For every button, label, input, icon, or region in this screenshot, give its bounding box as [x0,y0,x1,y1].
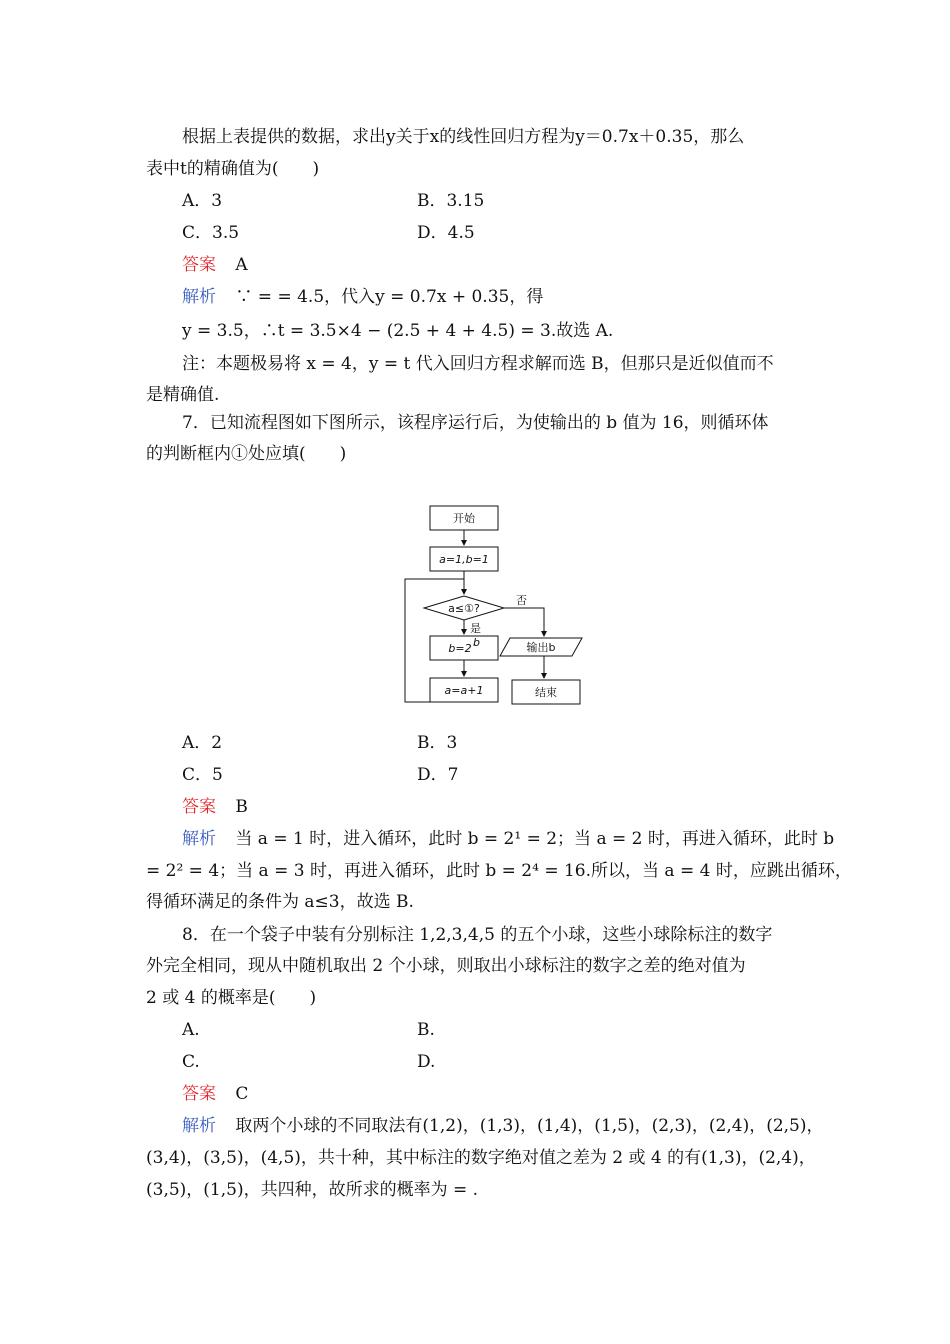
flow-start-label: 开始 [453,512,475,525]
flow-init-label: a=1,b=1 [439,553,489,566]
q7-analysis-line2: = 2² = 4；当 a = 3 时，再进入循环，此时 b = 2⁴ = 16.所以，当 a = 4 时，应跳出循环， [146,861,852,881]
answer-value: B [235,797,248,817]
q8-answer [182,1083,248,1105]
q6-option-d: D．4.5 [417,223,475,243]
q6-analysis-line1 [182,286,543,308]
q7-option-c: C．5 [182,765,223,785]
flow-decision-label: a≤①? [448,602,480,615]
q6-note-line1: 注：本题极易将 x = 4，y = t 代入回归方程求解而选 B，但那只是近似值而不 [182,354,774,374]
answer-label: 答案 [182,1084,216,1104]
analysis-text: 取两个小球的不同取法有(1,2)，(1,3)，(1,4)，(1,5)，(2,3)，(2,4)，(2,5)， [235,1116,824,1136]
q8-option-d: D. [417,1052,436,1072]
q8-analysis-line1 [182,1115,824,1137]
flowchart [400,500,590,722]
q6-text-line2: 表中t的精确值为( ) [146,159,320,179]
q8-text-line3: 2 或 4 的概率是( ) [146,988,317,1008]
q6-option-a: A．3 [182,191,223,211]
q7-option-b: B．3 [417,733,458,753]
q8-analysis-line3: (3,5)，(1,5)，共四种，故所求的概率为 = . [146,1180,479,1200]
analysis-label: 解析 [182,287,216,307]
analysis-text: ∵ = = 4.5，代入y = 0.7x + 0.35，得 [235,287,544,307]
q7-analysis-line3: 得循环满足的条件为 a≤3，故选 B. [146,892,414,912]
q7-option-a: A．2 [182,733,223,753]
flow-increment-label: a=a+1 [444,684,484,697]
q8-option-a: A. [182,1020,200,1040]
q6-analysis-line2: y = 3.5，∴t = 3.5×4 − (2.5 + 4 + 4.5) = 3.故选 A. [182,321,614,341]
analysis-label: 解析 [182,1116,216,1136]
q6-option-b: B．3.15 [417,191,485,211]
q6-answer [182,254,248,276]
answer-value: A [235,255,248,275]
answer-value: C [235,1084,249,1104]
q6-text-line1: 根据上表提供的数据，求出y关于x的线性回归方程为y＝0.7x＋0.35，那么 [182,127,745,147]
q7-text-line1: 7．已知流程图如下图所示，该程序运行后，为使输出的 b 值为 16，则循环体 [182,413,769,433]
flow-end-label: 结束 [535,686,557,699]
q7-option-d: D．7 [417,765,459,785]
q7-analysis-line1 [182,828,834,850]
q8-text-line2: 外完全相同，现从中随机取出 2 个小球，则取出小球标注的数字之差的绝对值为 [146,956,746,976]
answer-label: 答案 [182,797,216,817]
flow-assign-b-label: b=2 [448,642,472,655]
q8-option-c: C. [182,1052,200,1072]
q8-option-b: B. [417,1020,435,1040]
q8-text-line1: 8．在一个袋子中装有分别标注 1,2,3,4,5 的五个小球，这些小球除标注的数字 [182,925,773,945]
q7-text-line2: 的判断框内①处应填( ) [146,444,347,464]
q8-analysis-line2: (3,4)，(3,5)，(4,5)，共十种，其中标注的数字绝对值之差为 2 或 4 的有(1,3)，(2,4)， [146,1148,816,1168]
q7-answer [182,796,248,818]
flow-assign-b-exponent: b [473,636,480,649]
analysis-label: 解析 [182,829,216,849]
analysis-text: 当 a = 1 时，进入循环，此时 b = 2¹ = 2；当 a = 2 时，再进入循环，此时 b [235,829,835,849]
answer-label: 答案 [182,255,216,275]
flow-no-label: 否 [516,594,527,607]
q6-option-c: C．3.5 [182,223,240,243]
flow-yes-label: 是 [470,622,481,635]
q6-note-line2: 是精确值. [146,385,220,405]
flow-output-label: 输出b [526,641,556,654]
